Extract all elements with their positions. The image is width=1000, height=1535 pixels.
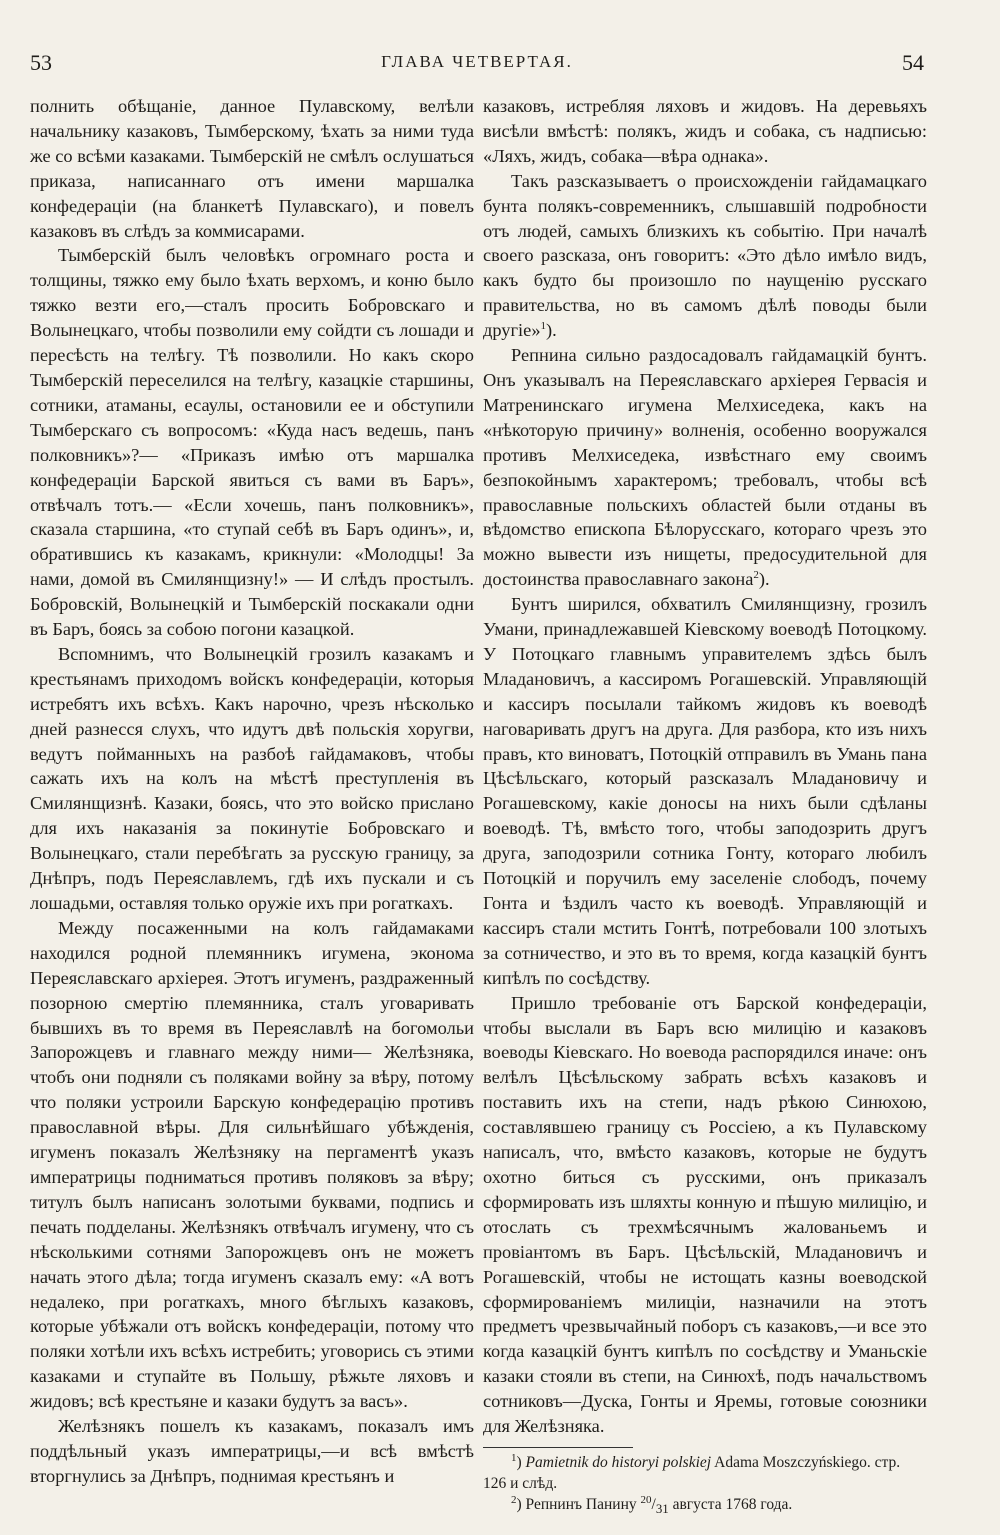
footnote-mark: 2 [511, 1493, 517, 1506]
footnote-divider [483, 1447, 633, 1448]
right-column [483, 94, 927, 1519]
paragraph: Пришло требованіе отъ Барской конфедераціи, чтобы выслали въ Баръ всю милицію и казаковъ воеводы Кіевскаго. Но воевода распорядился иначе: онъ велѣлъ Цѣсѣльскому забрать всѣхъ казаковъ и поставить ихъ на степи, надъ рѣкою Синюхою, составлявшею границу съ Россіею, а къ Пулавскому написалъ, что, вмѣсто казаковъ, которые не будутъ охотно биться съ русскими, онъ приказалъ сформировать изъ шляхты конную и пѣшую милицію, и отослать съ трехмѣсячнымъ жалованьемъ и провіантомъ въ Баръ. Цѣсѣльскій, Младановичъ и Рогашевскій, чтобы не истощать казны воеводской сформированіемъ милиціи, назначили на этотъ предметъ чрезвычайный поборъ съ казаковъ,—и все это когда казацкій бунтъ кипѣлъ по сосѣдству и Уманьскіе казаки стояли въ степи, на Синюхѣ, подъ начальствомъ сотниковъ—Дуска, Гонты и Яремы, готовые союзники для Желѣзняка. [483, 992, 927, 1437]
page-header [30, 50, 924, 80]
footnote-text: ) Репнинъ Панину [516, 1495, 637, 1513]
date-denominator: 31 [655, 1501, 669, 1517]
paragraph-text: Репнина сильно раздосадовалъ гайдамацкій бунтъ. Онъ указывалъ на Переяславскаго архіерея Гервасія и Матренинскаго игумена Мелхиседека, какъ на «нѣкоторую причину» волненія, особенно вооружался противъ Мелхиседека, извѣстнаго ему своимъ безпокойнымъ характеромъ; требовалъ, чтобы всѣ православные польскихъ областей были отданы въ вѣдомство епископа Бѣлорусскаго, котораго чрезъ это можно вывести изъ нищеты, предосудительной для достоинства православнаго закона [483, 345, 927, 590]
page-number-right: 54 [902, 50, 924, 75]
footnote-1 [483, 1452, 927, 1494]
paragraph: полнить обѣщаніе, данное Пулавскому, велѣли начальнику казаковъ, Тымберскому, ѣхать за ними туда же со всѣми казаками. Тымберскій не смѣлъ ослушаться приказа, написаннаго отъ имени маршалка конфедераціи (на бланкетѣ Пулавскаго), и повелъ казаковъ въ слѣдъ за коммисарами. [30, 96, 474, 241]
footnote-mark: 1 [511, 1451, 517, 1464]
paragraph-end: ). [546, 320, 557, 341]
paragraph: Тымберскій былъ человѣкъ огромнаго роста и толщины, тяжко ему было ѣхать верхомъ, и коню было тяжко везти его,—сталъ просить Бобровскаго и Волынецкаго, чтобы позволили ему сойдти съ лошади и пересѣсть на телѣгу. Тѣ позволили. Но какъ скоро Тымберскій переселился на телѣгу, казацкіе старшины, сотники, атаманы, есаулы, остановили ее и обступили Тымберскаго съ вопросомъ: «Куда насъ ведешь, панъ полковникъ»?— «Приказъ имѣю отъ маршалка конфедераціи Барской явиться съ вами въ Баръ», отвѣчалъ тотъ.— «Если хочешь, панъ полковникъ», сказала старшина, «то ступай себѣ въ Баръ одинъ», и, обратившись къ казакамъ, крикнули: «Молодцы! За нами, домой въ Смилянщизну!» — И слѣдъ простылъ. Бобровскій, Волынецкій и Тымберскій поскакали одни въ Баръ, боясь за собою погони казацкой. [30, 245, 474, 640]
footnote-2: $^2$) Репнинъ Панину $^{20}/_{31}$ августа 1768 года. [511, 1493, 793, 1517]
paragraph [483, 169, 927, 343]
footnote-text: Adama Moszczyńskiego. стр. 126 и слѣд. [483, 1453, 901, 1492]
paragraph: казаковъ, истребляя ляховъ и жидовъ. На деревьяхъ висѣли вмѣстѣ: полякъ, жидъ и собака, съ надписью: «Ляхъ, жидъ, собака—вѣра однака». [483, 96, 927, 166]
footnote-ref: 2 [753, 569, 759, 582]
running-title: ГЛАВА ЧЕТВЕРТАЯ. [381, 52, 573, 71]
left-column [30, 94, 474, 1489]
footnote-title: Pamietnik do historyi polskiej [525, 1453, 712, 1471]
footnote-ref: 1 [540, 320, 547, 333]
paragraph: Желѣзнякъ пошелъ къ казакамъ, показалъ имъ поддѣльный указъ императрицы,—и всѣ вмѣстѣ вторгнулись за Днѣпръ, поднимая крестьянъ и [30, 1416, 474, 1486]
paragraph-end: ). [758, 569, 770, 590]
footnote-paren: ) [516, 1453, 522, 1471]
date-numerator: 20 [640, 1493, 652, 1506]
paragraph: Вспомнимъ, что Волынецкій грозилъ казакамъ и крестьянамъ приходомъ войскъ конфедераціи, которыя истребятъ ихъ всѣхъ. Какъ нарочно, чрезъ нѣсколько дней разнесся слухъ, что идутъ двѣ польскія хоругви, ведутъ пойманныхъ на разбоѣ гайдамаковъ, чтобы сажать ихъ на колъ на мѣстѣ преступленія въ Смилянщизнѣ. Казаки, боясь, что это войско прислано для ихъ наказанія за покинутіе Бобровскаго и Волынецкаго, стали перебѣгать за русскую границу, за Днѣпръ, подъ Переяславлемъ, гдѣ ихъ пускали и съ лошадьми, оставляя только оружіе ихъ при рогаткахъ. [30, 643, 474, 913]
paragraph [483, 343, 927, 592]
paragraph: Между посаженными на колъ гайдамаками находился родной племянникъ игумена, эконома Переяславскаго архіерея. Этотъ игуменъ, раздраженный позорною смертію племянника, сталъ уговаривать бывшихъ въ то время въ Переяславлѣ на богомольи Запорожцевъ и главнаго между ними— Желѣзняка, чтобъ они подняли съ поляками войну за вѣру, потому что поляки устроили Барскую конфедерацію противъ православной вѣры. Для сильнѣйшаго убѣжденія, игуменъ показалъ Желѣзняку на пергаментѣ указъ императрицы подниматься противъ поляковъ за вѣру; титулъ былъ написанъ золотыми буквами, подпись и печать подделаны. Желѣзнякъ отвѣчалъ игумену, что съ нѣсколькими сотнями Запорожцевъ онъ не можетъ начать этого дѣла; тогда игуменъ сказалъ ему: «А вотъ недалеко, при рогаткахъ, много бѣглыхъ казаковъ, которые убѣжали отъ войскъ конфедераціи, потому что поляки хотѣли ихъ всѣхъ истребить; уговорись съ этими казаками и ступайте въ Польшу, рѣжьте ляховъ и жидовъ; всѣ крестьяне и казаки будутъ за васъ». [30, 917, 474, 1412]
paragraph: Бунтъ ширился, обхватилъ Смилянщизну, грозилъ Умани, принадлежавшей Кіевскому воеводѣ Потоцкому. У Потоцкаго главнымъ управителемъ здѣсь былъ Младановичъ, а кассиромъ Рогашевскій. Управляющій и кассиръ посылали тайкомъ жидовъ къ воеводѣ наговаривать другъ на друга. Для разбора, кто изъ нихъ правъ, кто виноватъ, Потоцкій отправилъ въ Умань пана Цѣсѣльскаго, который разсказалъ Младановичу и Рогашевскому, какіе доносы на нихъ были сдѣланы воеводѣ. Тѣ, вмѣсто того, чтобы заподозрить другъ друга, заподозрили сотника Гонту, котораго любилъ Потоцкій и поручилъ ему заселеніе слободъ, почему Гонта и ѣздилъ часто къ воеводѣ. Управляющій и кассиръ стали мстить Гонтѣ, потребовали 100 злотыхъ за сотничество, и это въ то время, когда казацкій бунтъ кипѣлъ по сосѣдству. [483, 594, 927, 988]
paragraph-text: Такъ разсказываетъ о происхожденіи гайдамацкаго бунта полякъ-современникъ, слышавшій подробности отъ людей, самыхъ близкихъ къ событію. При началѣ своего разсказа, онъ говоритъ: «Это дѣло имѣло видъ, какъ будто бы произошло по наущенію русскаго правительства, но въ самомъ дѣлѣ поводы были другіе» [483, 170, 927, 341]
footnote-text: августа 1768 года. [672, 1495, 793, 1513]
page-number-left: 53 [30, 50, 52, 75]
